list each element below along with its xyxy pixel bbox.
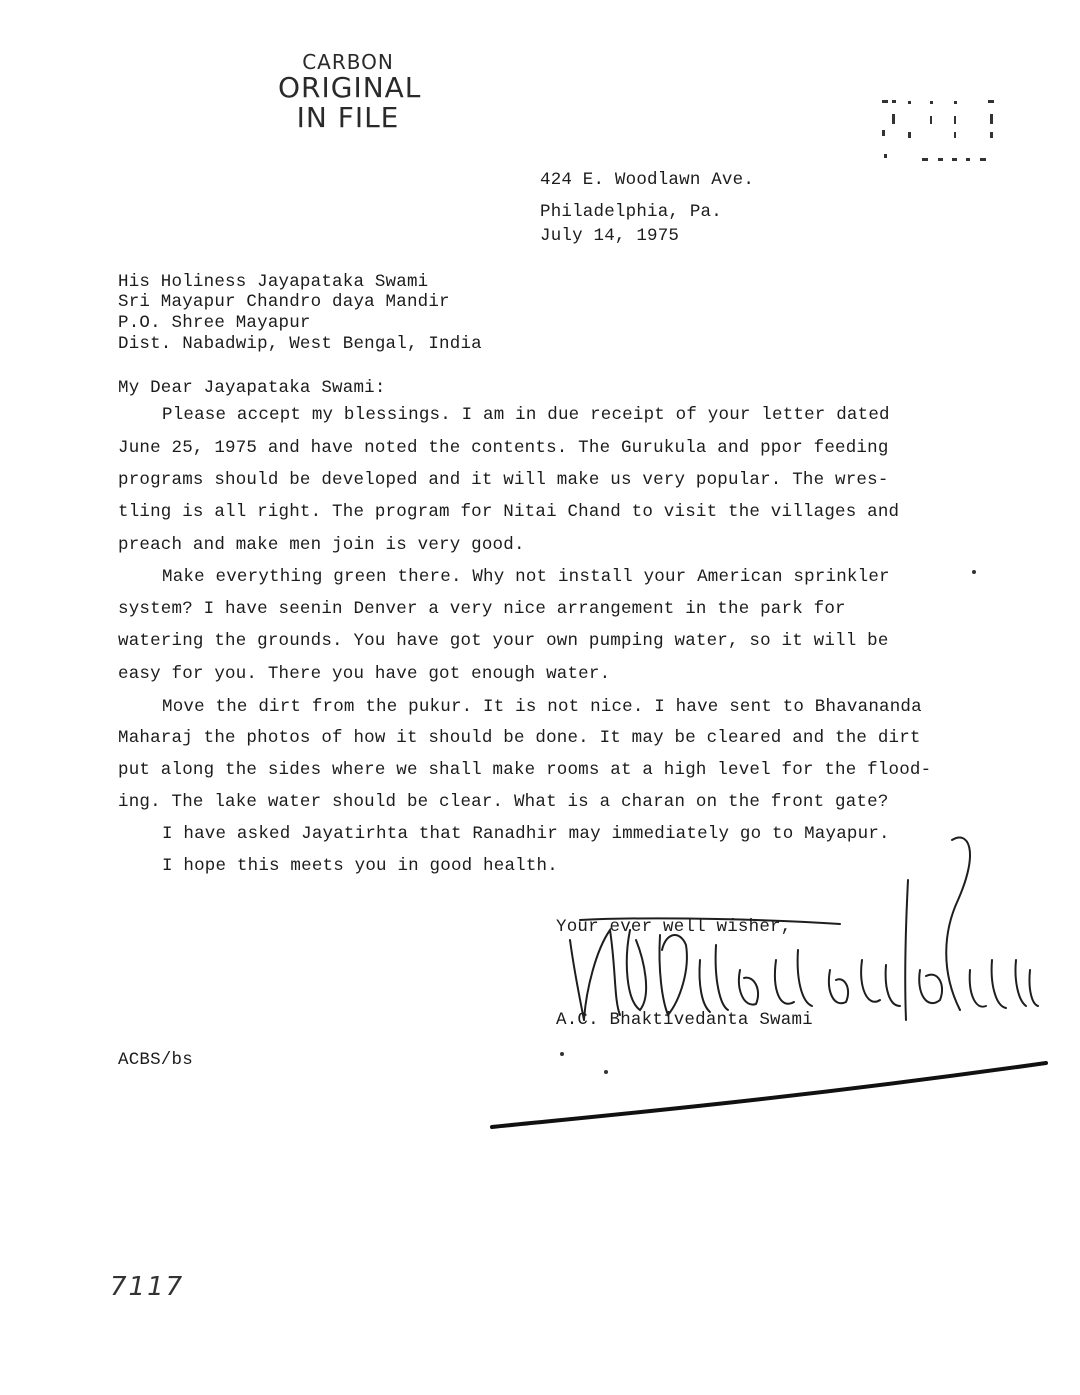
recipient-line-1: His Holiness Jayapataka Swami <box>118 272 429 292</box>
ink-speck <box>604 1070 608 1074</box>
body-line: easy for you. There you have got enough water. <box>118 664 611 684</box>
body-line: programs should be developed and it will make us very popular. The wres- <box>118 470 889 490</box>
typist-initials: ACBS/bs <box>118 1050 193 1070</box>
sender-city: Philadelphia, Pa. <box>540 202 722 222</box>
body-line: I hope this meets you in good health. <box>162 856 558 876</box>
ink-speck <box>560 1052 564 1056</box>
handwritten-signature <box>540 820 1040 1040</box>
recipient-line-2: Sri Mayapur Chandro daya Mandir <box>118 292 450 312</box>
body-line: preach and make men join is very good. <box>118 535 525 555</box>
body-line: I have asked Jayatirhta that Ranadhir may immediately go to Mayapur. <box>162 824 890 844</box>
body-line: June 25, 1975 and have noted the contents. The Gurukula and ppor feeding <box>118 438 889 458</box>
stamp-line-2: ORIGINAL <box>278 71 422 104</box>
corner-stamp-marks <box>878 96 1008 176</box>
ink-speck <box>972 570 976 574</box>
valediction: Your ever well wisher, <box>556 917 792 937</box>
salutation: My Dear Jayapataka Swami: <box>118 378 386 398</box>
body-line: tling is all right. The program for Nitai Chand to visit the villages and <box>118 502 900 522</box>
body-line: Please accept my blessings. I am in due receipt of your letter dated <box>162 405 890 425</box>
body-line: Maharaj the photos of how it should be done. It may be cleared and the dirt <box>118 728 921 748</box>
recipient-line-4: Dist. Nabadwip, West Bengal, India <box>118 334 482 354</box>
sender-street: 424 E. Woodlawn Ave. <box>540 170 755 190</box>
body-line: system? I have seenin Denver a very nice arrangement in the park for <box>118 599 846 619</box>
letter-date: July 14, 1975 <box>540 226 680 246</box>
stamp-line-1: CARBON <box>302 50 394 74</box>
body-line: Make everything green there. Why not install your American sprinkler <box>162 567 890 587</box>
handwritten-number: 7117 <box>110 1272 185 1302</box>
carbon-original-stamp <box>278 50 422 134</box>
body-line: watering the grounds. You have got your own pumping water, so it will be <box>118 631 889 651</box>
body-line: Move the dirt from the pukur. It is not nice. I have sent to Bhavananda <box>162 697 922 717</box>
recipient-line-3: P.O. Shree Mayapur <box>118 313 311 333</box>
body-line: ing. The lake water should be clear. What is a charan on the front gate? <box>118 792 889 812</box>
body-line: put along the sides where we shall make rooms at a high level for the flood- <box>118 760 932 780</box>
signatory-name: A.C. Bhaktivedanta Swami <box>556 1010 813 1030</box>
stamp-line-3: IN FILE <box>296 101 400 134</box>
signature-underline <box>490 1055 1050 1145</box>
